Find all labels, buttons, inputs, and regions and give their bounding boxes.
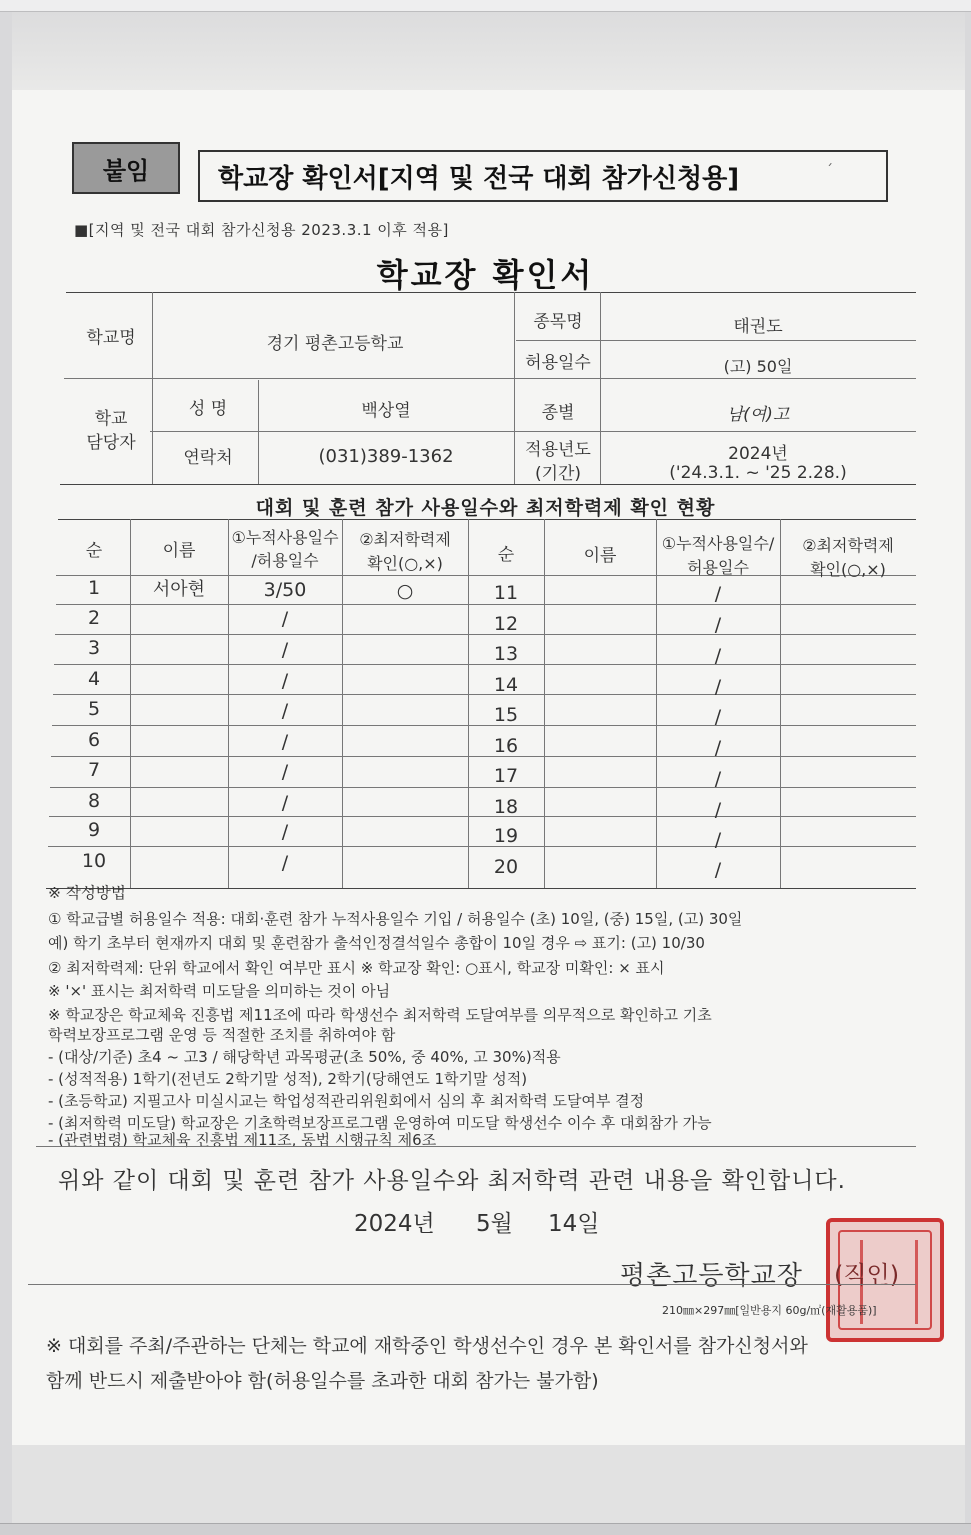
school-label: 학교명	[86, 328, 136, 348]
header-min-right-line1: ②최저학력제	[802, 536, 894, 555]
note-line: - (관련법령) 학교체육 진흥법 제11조, 동법 시행규칙 제6조	[48, 1131, 437, 1149]
footer-note-line2: 함께 반드시 제출받아야 함(허용일수를 초과한 대회 참가는 불가함)	[46, 1370, 599, 1392]
row-days: /	[714, 737, 722, 759]
info-line-name	[150, 431, 916, 432]
row-no: 14	[493, 674, 519, 696]
row-days: /	[714, 583, 722, 605]
row-no: 15	[493, 704, 519, 726]
row-no: 17	[493, 765, 519, 787]
note-line: - (초등학교) 지필고사 미실시교는 학업성적관리위원회에서 심의 후 최저학력 도달여부 결정	[48, 1092, 645, 1110]
confirmation-statement: 위와 같이 대회 및 훈련 참가 사용일수와 최저학력 관련 내용을 확인합니다.	[58, 1168, 846, 1194]
applicability-note: ■[지역 및 전국 대회 참가신청용 2023.3.1 이후 적용]	[74, 221, 449, 239]
header-min-right-line2: 확인(○,×)	[810, 560, 886, 579]
row-no: 12	[493, 613, 519, 635]
row-name: 서아현	[152, 579, 206, 600]
contact-value: (031)389-1362	[318, 446, 454, 467]
bottom-strip	[0, 1523, 971, 1535]
row-days: /	[714, 676, 722, 698]
table-top-border	[58, 519, 916, 520]
document-title: 학교장 확인서	[376, 256, 595, 294]
row-days: /	[281, 608, 289, 630]
header-days-right-line1: ①누적사용일수/	[661, 534, 775, 553]
row-no: 10	[81, 850, 107, 872]
row-days: 3/50	[263, 579, 307, 601]
row-no: 4	[87, 668, 101, 690]
period-value: ('24.3.1. ~ '25 2.28.)	[669, 463, 847, 483]
row-no: 11	[493, 582, 519, 604]
paper-bottom-shadow	[12, 1445, 965, 1523]
row-no: 7	[87, 759, 101, 781]
info-line-event	[516, 340, 916, 341]
info-divider-1	[152, 292, 153, 484]
row-days: /	[714, 645, 722, 667]
date-day: 14일	[548, 1211, 600, 1237]
seal-label: (직인)	[834, 1261, 900, 1289]
header-days-left-line1: ①누적사용일수	[231, 528, 339, 547]
row-days: /	[281, 700, 289, 722]
note-line: - (성적적용) 1학기(전년도 2학기말 성적), 2학기(당해연도 1학기말 성적)	[48, 1070, 528, 1088]
row-days: /	[714, 768, 722, 790]
row-days: /	[281, 792, 289, 814]
row-days: /	[714, 614, 722, 636]
row-days: /	[714, 799, 722, 821]
row-no: 2	[87, 607, 101, 629]
note-line: 예) 학기 초부터 현재까지 대회 및 훈련참가 출석인정결석일수 총합이 10일 경우 ⇨ 표기: (고) 10/30	[48, 934, 705, 952]
info-divider-3	[514, 292, 515, 484]
year-label-line1: 적용년도	[525, 440, 591, 460]
year-value: 2024년	[728, 444, 788, 464]
footer-note-line1: ※ 대회를 주최/주관하는 단체는 학교에 재학중인 학생선수인 경우 본 확인서를 참가신청서와	[46, 1335, 808, 1357]
gender-value: 남(여)고	[726, 405, 790, 425]
row-no: 6	[87, 729, 101, 751]
school-value: 경기 평촌고등학교	[266, 334, 404, 354]
row-no: 16	[493, 735, 519, 757]
row-days: /	[281, 821, 289, 843]
row-days: /	[714, 829, 722, 851]
header-min-left-line2: 확인(○,×)	[367, 554, 443, 573]
notes-heading: ※ 작성방법	[48, 884, 126, 902]
staff-label-line1: 학교	[94, 409, 128, 429]
row-check: ○	[396, 580, 414, 602]
row-no: 19	[493, 825, 519, 847]
paper-size-note: 210㎜×297㎜[일반용지 60g/㎡(재활용품)]	[662, 1304, 877, 1317]
row-no: 1	[87, 577, 101, 599]
note-line: 학력보장프로그램 운영 등 적절한 조치를 취하여야 함	[48, 1026, 396, 1044]
attachment-label: 붙임	[72, 142, 180, 194]
row-no: 20	[493, 856, 519, 878]
section-title: 대회 및 훈련 참가 사용일수와 최저학력제 확인 현황	[255, 497, 716, 519]
event-value: 태권도	[733, 317, 783, 337]
row-no: 8	[87, 790, 101, 812]
note-line: - (최저학력 미도달) 학교장은 기초학력보장프로그램 운영하여 미도달 학생선수 이수 후 대회참가 가능	[48, 1114, 712, 1132]
name-label: 성 명	[188, 399, 228, 419]
row-no: 18	[493, 796, 519, 818]
date-year: 2024년	[354, 1211, 435, 1237]
note-line: ※ '×' 표시는 최저학력 미도달을 의미하는 것이 아님	[48, 982, 391, 1000]
header-no-left: 순	[85, 541, 103, 561]
header-name-right: 이름	[583, 546, 617, 566]
table-bottom-border	[46, 888, 916, 889]
name-value: 백상열	[361, 401, 411, 421]
row-days: /	[281, 639, 289, 661]
tick-mark: ˊ	[826, 163, 833, 179]
row-days: /	[714, 859, 722, 881]
header-name-left: 이름	[162, 541, 196, 561]
note-line: ※ 학교장은 학교체육 진흥법 제11조에 따라 학생선수 최저학력 도달여부를 의무적으로 확인하고 기초	[48, 1006, 712, 1024]
row-days: /	[281, 731, 289, 753]
note-line: - (대상/기준) 초4 ~ 고3 / 해당학년 과목평균(초 50%, 중 40%, 고 30%)적용	[48, 1048, 561, 1066]
paper-top-shadow	[12, 12, 965, 90]
row-days: /	[714, 706, 722, 728]
form-title: 학교장 확인서[지역 및 전국 대회 참가신청용]	[198, 150, 888, 202]
table-row-separator	[56, 604, 916, 605]
note-line: ② 최저학력제: 단위 학교에서 확인 여부만 표시 ※ 학교장 확인: ○표시, 학교장 미확인: × 표시	[48, 959, 665, 977]
header-days-right-line2: 허용일수	[687, 558, 749, 577]
top-status-strip	[0, 0, 971, 12]
note-line: ① 학교급별 허용일수 적용: 대회·훈련 참가 누적사용일수 기입 / 허용일수 (초) 10일, (중) 15일, (고) 30일	[48, 910, 743, 928]
notes-divider	[36, 1146, 916, 1147]
allowed-days-label: 허용일수	[525, 353, 591, 373]
allowed-days-value: (고) 50일	[723, 357, 793, 376]
table-row-separator	[50, 787, 916, 788]
info-top-border	[66, 292, 916, 293]
info-bottom-border	[60, 484, 916, 485]
header-no-right: 순	[497, 545, 515, 565]
gender-label: 종별	[541, 403, 575, 423]
header-min-left-line1: ②최저학력제	[359, 530, 451, 549]
row-days: /	[281, 761, 289, 783]
col-divider-5	[544, 519, 545, 888]
date-month: 5월	[476, 1211, 513, 1237]
staff-label-line2: 담당자	[86, 433, 136, 453]
principal-title: 평촌고등학교장	[620, 1261, 803, 1291]
year-label-line2: (기간)	[534, 464, 582, 484]
header-days-left-line2: /허용일수	[251, 551, 319, 570]
row-days: /	[281, 852, 289, 874]
row-no: 3	[87, 637, 101, 659]
signature-divider	[28, 1284, 916, 1285]
row-no: 5	[87, 698, 101, 720]
contact-label: 연락처	[183, 448, 233, 468]
row-no: 13	[493, 643, 519, 665]
event-label: 종목명	[533, 312, 583, 332]
info-line-school	[64, 378, 916, 379]
row-days: /	[281, 670, 289, 692]
col-divider-3	[342, 519, 343, 888]
row-no: 9	[87, 819, 101, 841]
